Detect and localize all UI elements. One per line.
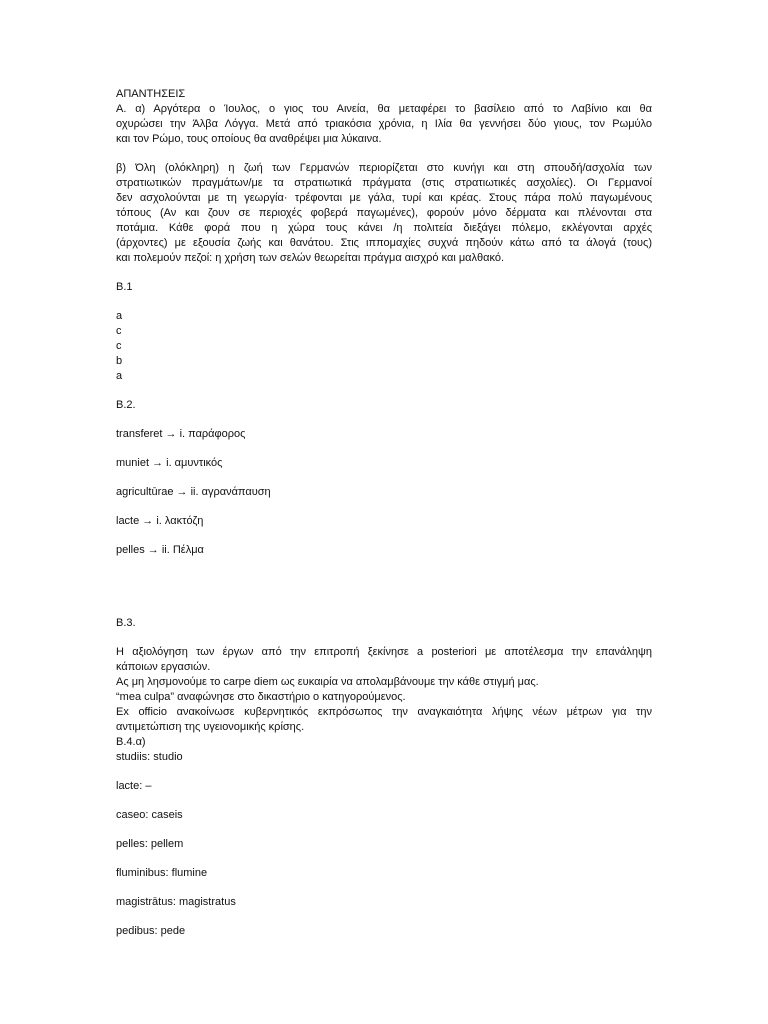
- list-item: a: [116, 370, 123, 382]
- list-item: transferet → i. παράφορος: [116, 428, 246, 440]
- section-b3-heading: Β.3.: [116, 617, 136, 629]
- paragraph-line: οχυρώσει την Άλβα Λόγγα. Μετά από τριακόσια χρόνια, η Ιλία θα γεννήσει δύο γιους, τον Ρωμύλο: [116, 118, 652, 130]
- paragraph-line: Ας μη λησμονούμε το carpe diem ως ευκαιρία να απολαμβάνουμε την κάθε στιγμή μας.: [116, 676, 539, 688]
- paragraph-line: και τον Ρώμο, τους οποίους θα αναθρέψει μια λύκαινα.: [116, 133, 382, 145]
- list-item: lacte → i. λακτόζη: [116, 515, 204, 527]
- spacer: [116, 631, 652, 645]
- paragraph-line: (άρχοντες) με εξουσία ζωής και θανάτου. Στις ιππομαχίες συχνά πηδούν κάτω από τα άλογά (τους): [116, 237, 652, 249]
- paragraph-line: τόπους (Αν και ζουν σε περιοχές φοβερά παγωμένες), φορούν μόνο δέρματα και πλένονται στα: [116, 207, 652, 219]
- paragraph-line: β) Όλη (ολόκληρη) η ζωή των Γερμανών περιορίζεται στο κυνήγι και στη σπουδή/ασχολία των: [116, 162, 652, 174]
- spacer: [116, 295, 652, 309]
- document-title: ΑΠΑΝΤΗΣΕΙΣ: [116, 88, 186, 100]
- list-item: pelles → ii. Πέλμα: [116, 544, 204, 556]
- spacer: [116, 572, 652, 616]
- section-a-beta: [116, 161, 652, 266]
- document-page: [116, 87, 652, 953]
- spacer: [116, 384, 652, 398]
- list-item: magistrātus: magistratus: [116, 896, 236, 908]
- spacer: [116, 147, 652, 161]
- b1-answer-list: [116, 309, 652, 384]
- paragraph-line: Α. α) Αργότερα ο Ίουλος, ο γιος του Αινεία, θα μεταφέρει το βασίλειο από το Λαβίνιο και θα: [116, 103, 652, 115]
- list-item: fluminibus: flumine: [116, 867, 208, 879]
- list-item: pelles: pellem: [116, 838, 184, 850]
- list-item: c: [116, 340, 122, 352]
- paragraph-line: και πολεμούν πεζοί: η χρήση των σελών θεωρείται πράγμα αισχρό και μαλθακό.: [116, 252, 505, 264]
- section-a-alpha: [116, 102, 652, 147]
- section-b4-heading: Β.4.α): [116, 736, 146, 748]
- list-item: b: [116, 355, 123, 367]
- paragraph-line: στρατιωτικών πραγμάτων/με τα στρατιωτικά πράγματα (στις στρατιωτικές ασχολίες). Οι Γερμανοί: [116, 177, 652, 189]
- section-b1-heading: Β.1: [116, 281, 133, 293]
- list-item: c: [116, 325, 122, 337]
- b4-forms-list: [116, 750, 652, 939]
- spacer: [116, 266, 652, 280]
- list-item: agricultūrae → ii. αγρανάπαυση: [116, 486, 271, 498]
- list-item: caseo: caseis: [116, 809, 183, 821]
- paragraph-line: ποτάμια. Κάθε φορά που η χώρα τους κάνει /η πολιτεία διεξάγει πόλεμο, εκλέγονται αρχές: [116, 222, 652, 234]
- spacer: [116, 413, 652, 427]
- list-item: a: [116, 310, 123, 322]
- paragraph-line: αντιμετώπιση της υγειονομικής κρίσης.: [116, 721, 305, 733]
- paragraph-line: “mea culpa” αναφώνησε στο δικαστήριο ο κατηγορούμενος.: [116, 691, 406, 703]
- paragraph-line: δεν ασχολούνται με τη γεωργία· τρέφονται με γάλα, τυρί και κρέας. Στους πάρα πολύ παγωμένους: [116, 192, 652, 204]
- list-item: muniet → i. αμυντικός: [116, 457, 223, 469]
- list-item: lacte: –: [116, 780, 152, 792]
- list-item: pedibus: pede: [116, 925, 186, 937]
- paragraph-line: κάποιων εργασιών.: [116, 661, 211, 673]
- b2-mapping-list: [116, 427, 652, 558]
- section-b2-heading: Β.2.: [116, 399, 136, 411]
- b3-sentences: [116, 645, 652, 735]
- list-item: studiis: studio: [116, 751, 183, 763]
- paragraph-line: Ex officio ανακοίνωσε κυβερνητικός εκπρόσωπος την αναγκαιότητα λήψης νέων μέτρων για την: [116, 706, 652, 718]
- paragraph-line: Η αξιολόγηση των έργων από την επιτροπή ξεκίνησε a posteriori με αποτέλεσμα την επανάληψη: [116, 646, 652, 658]
